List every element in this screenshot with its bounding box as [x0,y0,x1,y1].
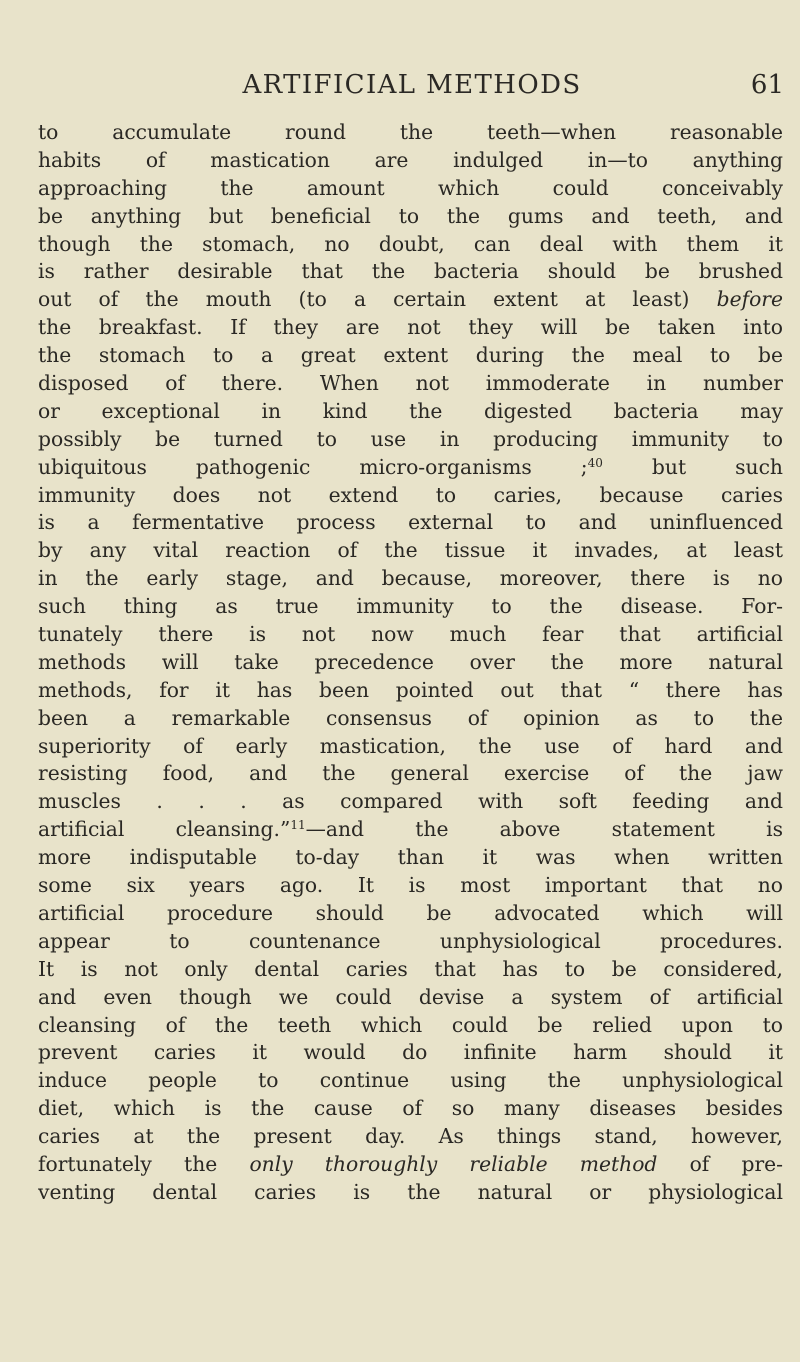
page-number: 61 [750,70,784,100]
text-line [38,816,783,844]
text-line: possibly be turned to use in producing immunity to [38,426,783,451]
text-line: diet, which is the cause of so many diseases besides [38,1096,783,1121]
text-line: to accumulate round the teeth—when reasonable [38,120,783,144]
emphasis-before: before [716,287,783,312]
text-segment: —and the above statement is [305,817,783,842]
text-line: superiority of early mastication, the use of hard and [38,733,783,758]
text-line: and even though we could devise a system of artificial [38,984,783,1009]
text-line: is rather desirable that the bacteria should be brushed [38,259,783,284]
text-segment: ubiquitous pathogenic micro-organisms ; [38,454,588,479]
text-line: the breakfast. If they are not they will be taken into [38,315,783,340]
text-line: tunately there is not now much fear that artificial [38,622,783,647]
text-line: though the stomach, no doubt, can deal with them it [38,231,783,256]
text-segment: but such [602,454,783,479]
text-line: caries at the present day. As things stand, however, [38,1124,783,1149]
text-line: methods will take precedence over the more natural [38,649,783,674]
footnote-reference: 11 [290,818,306,833]
text-line: be anything but beneficial to the gums and teeth, and [38,203,783,228]
text-line: in the early stage, and because, moreover, there is no [38,566,783,591]
text-segment: out of the mouth (to a certain extent at least) [38,287,717,312]
text-line [38,1151,783,1179]
text-line: or exceptional in kind the digested bacteria may [38,398,783,423]
text-line: more indisputable to-day than it was when written [38,845,783,870]
text-line: It is not only dental caries that has to be considered, [38,956,783,981]
text-line: habits of mastication are indulged in—to anything [38,147,783,172]
text-segment: of pre- [657,1151,783,1176]
text-line: prevent caries it would do infinite harm should it [38,1040,783,1065]
text-line: been a remarkable consensus of opinion as to the [38,705,783,730]
body-paragraph [38,119,783,1207]
running-title: ARTIFICIAL METHODS [242,70,582,100]
text-line: methods, for it has been pointed out that “ there has [38,677,783,702]
text-segment: artificial cleansing.” [38,817,291,842]
text-line: resisting food, and the general exercise of the jaw [38,761,783,786]
text-line: approaching the amount which could conceivably [38,175,783,200]
text-line [38,454,783,482]
text-segment: fortunately the [38,1151,250,1176]
text-line: disposed of there. When not immoderate in number [38,371,783,396]
text-line: venting dental caries is the natural or physiological [38,1179,783,1204]
text-line: cleansing of the teeth which could be relied upon to [38,1012,783,1037]
emphasis-reliable-method: only thoroughly reliable method [249,1151,658,1176]
footnote-reference: 40 [587,455,603,470]
text-line: is a fermentative process external to and uninfluenced [38,510,783,535]
text-line [38,286,783,314]
page-header [40,70,784,110]
text-line: immunity does not extend to caries, because caries [38,482,783,507]
text-line: muscles . . . as compared with soft feeding and [38,789,783,814]
text-line: by any vital reaction of the tissue it invades, at least [38,538,783,563]
text-line: the stomach to a great extent during the meal to be [38,343,783,368]
text-line: artificial procedure should be advocated which will [38,900,783,925]
text-line: appear to countenance unphysiological procedures. [38,928,783,953]
text-line: induce people to continue using the unphysiological [38,1068,783,1093]
text-line: such thing as true immunity to the disease. For- [38,594,783,619]
text-line: some six years ago. It is most important that no [38,873,783,898]
